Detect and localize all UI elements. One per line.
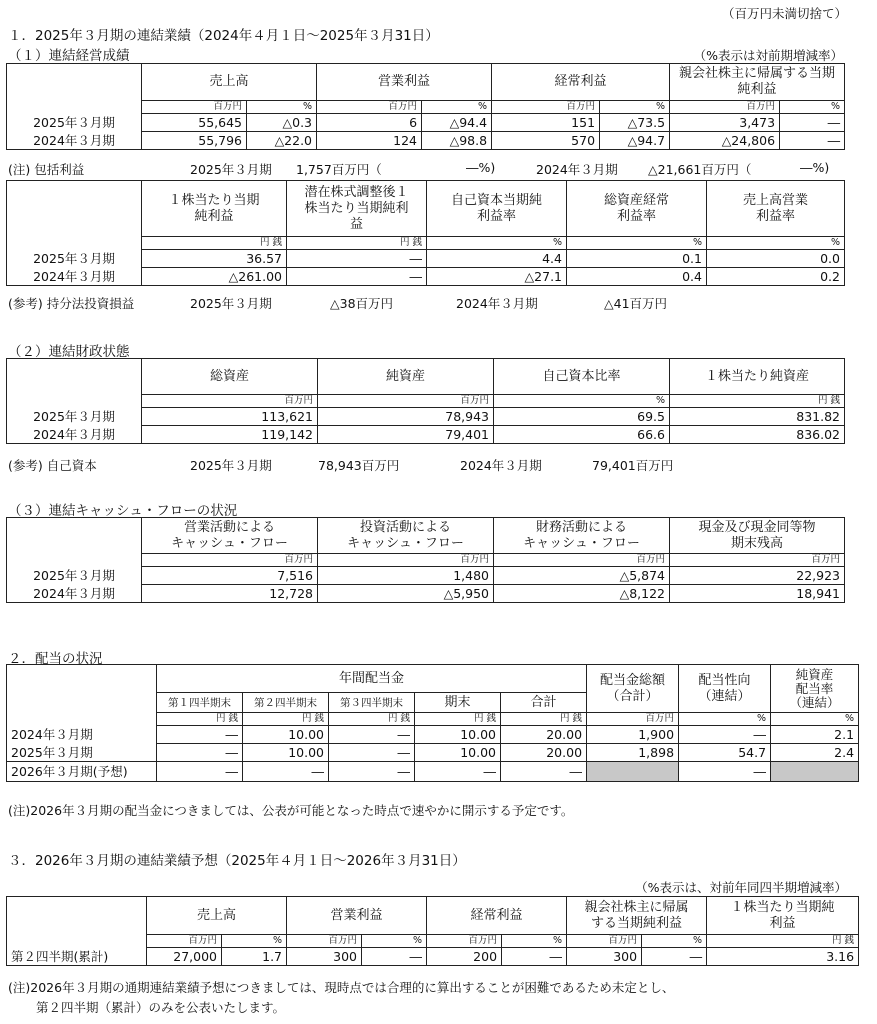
unit: 百万円 xyxy=(142,395,318,408)
cell: 6 xyxy=(317,114,422,132)
header-eps: １株当たり当期純 利益 xyxy=(707,897,859,935)
unit: 百万円 xyxy=(287,935,362,948)
unit: % xyxy=(642,935,707,948)
unit: % xyxy=(494,395,670,408)
cell: 10.00 xyxy=(415,726,501,744)
cell: 1.7 xyxy=(222,948,287,966)
cell: 10.00 xyxy=(415,744,501,762)
dividend-footnote: (注)2026年３月期の配当金につきましては、公表が可能となった時点で速やかに開示する予定です。 xyxy=(8,803,574,818)
cell: 69.5 xyxy=(494,408,670,426)
row-label: 2024年３月期 xyxy=(7,132,142,150)
section1-title: １．2025年３月期の連結業績（2024年４月１日～2025年３月31日） xyxy=(8,28,439,44)
cell: 0.1 xyxy=(567,250,707,268)
header-q1: 第１四半期末 xyxy=(157,693,243,713)
unit: % xyxy=(422,101,492,114)
cell: 300 xyxy=(567,948,642,966)
header-sales: 売上高 xyxy=(142,64,317,101)
cell: 831.82 xyxy=(670,408,845,426)
sub1-note: （%表示は対前期増減率） xyxy=(693,48,843,63)
section3-title: ３．2026年３月期の連結業績予想（2025年４月１日～2026年３月31日） xyxy=(8,853,466,869)
header-investing-cf: 投資活動による キャッシュ・フロー xyxy=(318,518,494,554)
unit: 百万円 xyxy=(567,935,642,948)
header-operating-margin: 売上高営業利益率 xyxy=(707,181,845,237)
cell: ― xyxy=(287,268,427,286)
cell: 836.02 xyxy=(670,426,845,444)
cell: ― xyxy=(679,726,771,744)
cell: ― xyxy=(329,762,415,782)
per-share-table xyxy=(6,180,845,286)
unit: 円 銭 xyxy=(670,395,845,408)
cell: ― xyxy=(642,948,707,966)
unit: % xyxy=(567,237,707,250)
header-net-income: 親会社株主に帰属 する当期純利益 xyxy=(567,897,707,935)
header-sales: 売上高 xyxy=(147,897,287,935)
cell: 10.00 xyxy=(243,726,329,744)
cell: 0.0 xyxy=(707,250,845,268)
cell: ― xyxy=(329,726,415,744)
cell: ― xyxy=(243,762,329,782)
cell: △22.0 xyxy=(247,132,317,150)
header-eps: １株当たり当期純利益 xyxy=(142,181,287,237)
cell: 18,941 xyxy=(670,585,845,603)
header-total: 合計 xyxy=(501,693,587,713)
unit: % xyxy=(771,713,859,726)
cell: ― xyxy=(415,762,501,782)
cell: 36.57 xyxy=(142,250,287,268)
row-label: 2025年３月期 xyxy=(7,567,142,585)
header-operating-cf: 営業活動による キャッシュ・フロー xyxy=(142,518,318,554)
header-roa: 総資産経常利益率 xyxy=(567,181,707,237)
row-label: 2025年３月期 xyxy=(7,250,142,268)
cell: 7,516 xyxy=(142,567,318,585)
cell: 27,000 xyxy=(147,948,222,966)
unit: 円 銭 xyxy=(157,713,243,726)
row-label: 2024年３月期 xyxy=(7,426,142,444)
header-q2: 第２四半期末 xyxy=(243,693,329,713)
sub1-title: （１）連結経営成績 xyxy=(8,48,130,64)
cell: 119,142 xyxy=(142,426,318,444)
cell: △94.7 xyxy=(600,132,670,150)
cell: 3.16 xyxy=(707,948,859,966)
unit: 円 銭 xyxy=(142,237,287,250)
cell: 66.6 xyxy=(494,426,670,444)
header-ordinary-income: 経常利益 xyxy=(427,897,567,935)
row-label: 第２四半期(累計) xyxy=(7,948,147,966)
header-ordinary-income: 経常利益 xyxy=(492,64,670,101)
cell: ― xyxy=(679,762,771,782)
cell: 55,796 xyxy=(142,132,247,150)
cell: 4.4 xyxy=(427,250,567,268)
unit: % xyxy=(707,237,845,250)
unit: 円 銭 xyxy=(707,935,859,948)
cell: 113,621 xyxy=(142,408,318,426)
cell: ― xyxy=(157,762,243,782)
cell: 0.4 xyxy=(567,268,707,286)
cell: △73.5 xyxy=(600,114,670,132)
cell: 20.00 xyxy=(501,744,587,762)
financial-position-table xyxy=(6,358,845,444)
unit-note: （百万円未満切捨て） xyxy=(721,6,847,21)
unit: 百万円 xyxy=(318,395,494,408)
cell: 0.2 xyxy=(707,268,845,286)
cell: 22,923 xyxy=(670,567,845,585)
header-q3: 第３四半期末 xyxy=(329,693,415,713)
cell: 124 xyxy=(317,132,422,150)
header-equity-ratio: 自己資本比率 xyxy=(494,359,670,395)
sec3-note: （%表示は、対前年同四半期増減率） xyxy=(635,880,847,895)
cell: ― xyxy=(362,948,427,966)
header-doe: 純資産 配当率 （連結） xyxy=(771,665,859,713)
cell: ― xyxy=(287,250,427,268)
unit: 百万円 xyxy=(492,101,600,114)
forecast-table xyxy=(6,896,859,966)
header-total-dividend: 配当金総額 （合計） xyxy=(587,665,679,713)
unit: % xyxy=(362,935,427,948)
sub2-title: （２）連結財政状態 xyxy=(8,344,130,360)
cell: ― xyxy=(329,744,415,762)
unit: 百万円 xyxy=(142,101,247,114)
cell: △94.4 xyxy=(422,114,492,132)
row-label: 2024年３月期 xyxy=(7,268,142,286)
cell: 300 xyxy=(287,948,362,966)
cell: 1,480 xyxy=(318,567,494,585)
dividend-table xyxy=(6,664,859,782)
cell: △98.8 xyxy=(422,132,492,150)
header-year-end: 期末 xyxy=(415,693,501,713)
header-diluted-eps: 潜在株式調整後１株当たり当期純利益 xyxy=(287,181,427,237)
cash-flow-table xyxy=(6,517,845,603)
cell: ― xyxy=(502,948,567,966)
unit: 円 銭 xyxy=(501,713,587,726)
cell: ― xyxy=(780,132,845,150)
unit: % xyxy=(600,101,670,114)
header-total-assets: 総資産 xyxy=(142,359,318,395)
row-label: 2026年３月期(予想) xyxy=(7,762,157,782)
unit: 円 銭 xyxy=(243,713,329,726)
cell: 10.00 xyxy=(243,744,329,762)
unit: 百万円 xyxy=(427,935,502,948)
cell: 54.7 xyxy=(679,744,771,762)
sub3-title: （３）連結キャッシュ・フローの状況 xyxy=(8,503,238,519)
unit: % xyxy=(679,713,771,726)
row-label: 2024年３月期 xyxy=(7,585,142,603)
cell: 3,473 xyxy=(670,114,780,132)
header-operating-income: 営業利益 xyxy=(287,897,427,935)
unit: 百万円 xyxy=(587,713,679,726)
unit: 円 銭 xyxy=(415,713,501,726)
cell: 151 xyxy=(492,114,600,132)
header-net-assets: 純資産 xyxy=(318,359,494,395)
row-label: 2024年３月期 xyxy=(7,726,157,744)
cell: 2.1 xyxy=(771,726,859,744)
unit: % xyxy=(427,237,567,250)
forecast-footnote-1: (注)2026年３月期の通期連結業績予想につきましては、現時点では合理的に算出することが困難であるため未定とし、 xyxy=(8,980,675,995)
unit: 百万円 xyxy=(317,101,422,114)
unit: 百万円 xyxy=(670,101,780,114)
unit: 百万円 xyxy=(318,554,494,567)
cell: 2.4 xyxy=(771,744,859,762)
row-label: 2025年３月期 xyxy=(7,744,157,762)
cell: ― xyxy=(157,744,243,762)
cell: △27.1 xyxy=(427,268,567,286)
unit: % xyxy=(502,935,567,948)
cell: △24,806 xyxy=(670,132,780,150)
cell: 12,728 xyxy=(142,585,318,603)
cell: 1,898 xyxy=(587,744,679,762)
cell: ― xyxy=(157,726,243,744)
cell: ― xyxy=(780,114,845,132)
cell: △8,122 xyxy=(494,585,670,603)
corner-cell xyxy=(7,64,142,101)
unit: % xyxy=(247,101,317,114)
header-annual-dividend: 年間配当金 xyxy=(157,665,587,693)
header-bps: １株当たり純資産 xyxy=(670,359,845,395)
header-payout-ratio: 配当性向 （連結） xyxy=(679,665,771,713)
unit: % xyxy=(222,935,287,948)
header-cash-balance: 現金及び現金同等物 期末残高 xyxy=(670,518,845,554)
header-net-income: 親会社株主に帰属する当期純利益 xyxy=(670,64,845,101)
header-roe: 自己資本当期純利益率 xyxy=(427,181,567,237)
unit: 百万円 xyxy=(670,554,845,567)
operating-results-table xyxy=(6,63,845,150)
cell: 1,900 xyxy=(587,726,679,744)
row-label: 2025年３月期 xyxy=(7,408,142,426)
forecast-footnote-2: 第２四半期（累計）のみを公表いたします。 xyxy=(36,1000,286,1015)
shaded-cell xyxy=(771,762,859,782)
unit: 百万円 xyxy=(142,554,318,567)
cell: △0.3 xyxy=(247,114,317,132)
cell: 20.00 xyxy=(501,726,587,744)
cell: 55,645 xyxy=(142,114,247,132)
unit: % xyxy=(780,101,845,114)
cell: △261.00 xyxy=(142,268,287,286)
shaded-cell xyxy=(587,762,679,782)
cell: 79,401 xyxy=(318,426,494,444)
header-operating-income: 営業利益 xyxy=(317,64,492,101)
unit: 百万円 xyxy=(147,935,222,948)
unit: 円 銭 xyxy=(329,713,415,726)
cell: △5,874 xyxy=(494,567,670,585)
row-label: 2025年３月期 xyxy=(7,114,142,132)
header-financing-cf: 財務活動による キャッシュ・フロー xyxy=(494,518,670,554)
cell: 78,943 xyxy=(318,408,494,426)
unit: 百万円 xyxy=(494,554,670,567)
cell: 200 xyxy=(427,948,502,966)
cell: △5,950 xyxy=(318,585,494,603)
cell: 570 xyxy=(492,132,600,150)
unit: 円 銭 xyxy=(287,237,427,250)
section2-title: ２．配当の状況 xyxy=(8,651,103,667)
cell: ― xyxy=(501,762,587,782)
